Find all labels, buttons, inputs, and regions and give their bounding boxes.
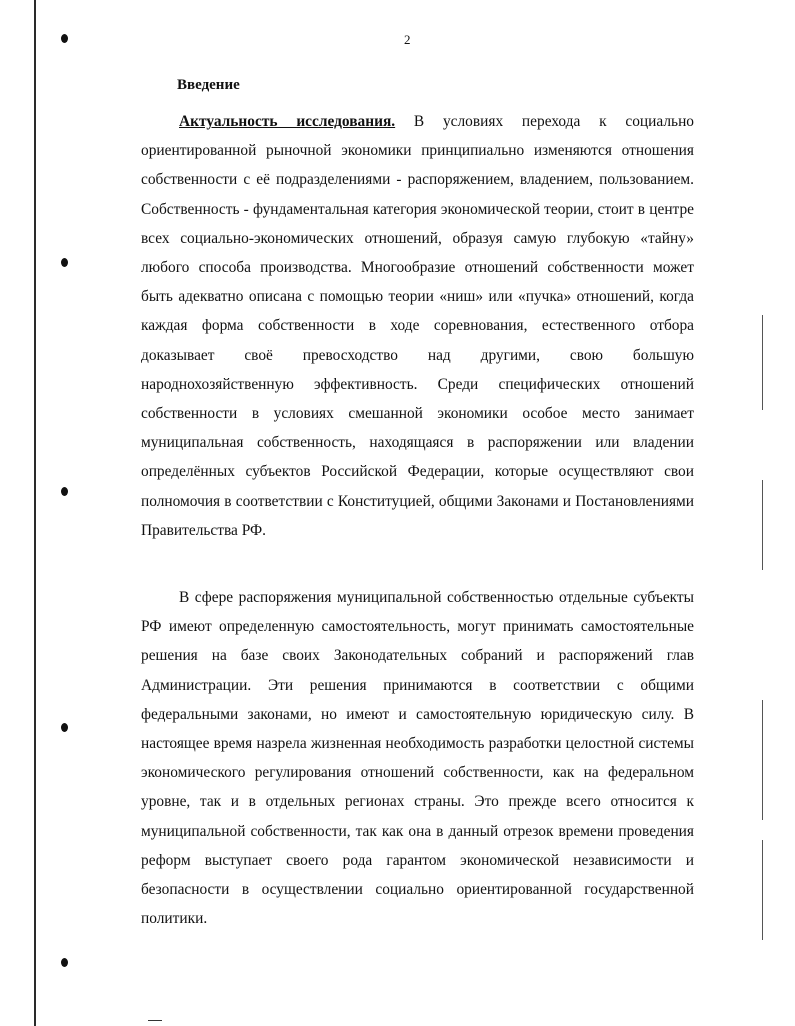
paragraph-text: В условиях перехода к социально ориентированной рыночной экономики принципиально изменяются отношения собственности с её подразделениями - распоряжением, владением, пользованием. Собственность - фундаментальная категория экономической теории, стоит в центре всех социально-экономических отношений, образуя самую глубокую «тайну» любого способа производства. Многообразие отношений собственности может быть адекватно описана с помощью теории «ниш» или «пучка» отношений, когда каждая форма собственности в ходе соревнования, естественного отбора доказывает своё превосходство над другими, свою большую народнохозяйственную эффективность. Среди специфических отношений собственности в условиях смешанной экономики особое место занимает муниципальная собственность, находящаяся в распоряжении или владении определённых субъектов Российской Федерации, которые осуществляют свои полномочия в соответствии с Конституцией, общими Законами и Постановлениями Правительства РФ. <box>141 113 694 539</box>
scan-edge-line <box>762 700 763 820</box>
paragraph-municipal-property: В сфере распоряжения муниципальной собственностью отдельные субъекты РФ имеют определенную самостоятельность, могут принимать самостоятельные решения на базе своих Законодательных собраний и распоряжений глав Администрации. Эти решения принимаются в соответствии с общими федеральными законами, но имеют и самостоятельную юридическую силу. В настоящее время назрела жизненная необходимость разработки целостной системы экономического регулирования отношений собственности, как на федеральном уровне, так и в отдельных регионах страны. Это прежде всего относится к муниципальной собственности, так как она в данный отрезок времени проведения реформ выступает своего рода гарантом экономической независимости и безопасности в осуществлении социально ориентированной государственной политики. <box>141 589 694 928</box>
binder-hole-mark <box>61 487 68 496</box>
binder-hole-mark <box>61 258 68 267</box>
binder-hole-mark <box>61 34 68 43</box>
section-heading: Введение <box>177 77 240 93</box>
footer-mark <box>148 1020 162 1021</box>
paragraph-relevance <box>141 107 694 545</box>
binding-margin-line <box>34 0 36 1026</box>
scan-edge-line <box>762 480 763 570</box>
scan-edge-line <box>762 315 763 410</box>
binder-hole-mark <box>61 958 68 967</box>
scan-edge-line <box>762 840 763 940</box>
paragraph-lead: Актуальность исследования. <box>179 113 396 130</box>
page-number: 2 <box>404 32 411 47</box>
binder-hole-mark <box>61 723 68 732</box>
